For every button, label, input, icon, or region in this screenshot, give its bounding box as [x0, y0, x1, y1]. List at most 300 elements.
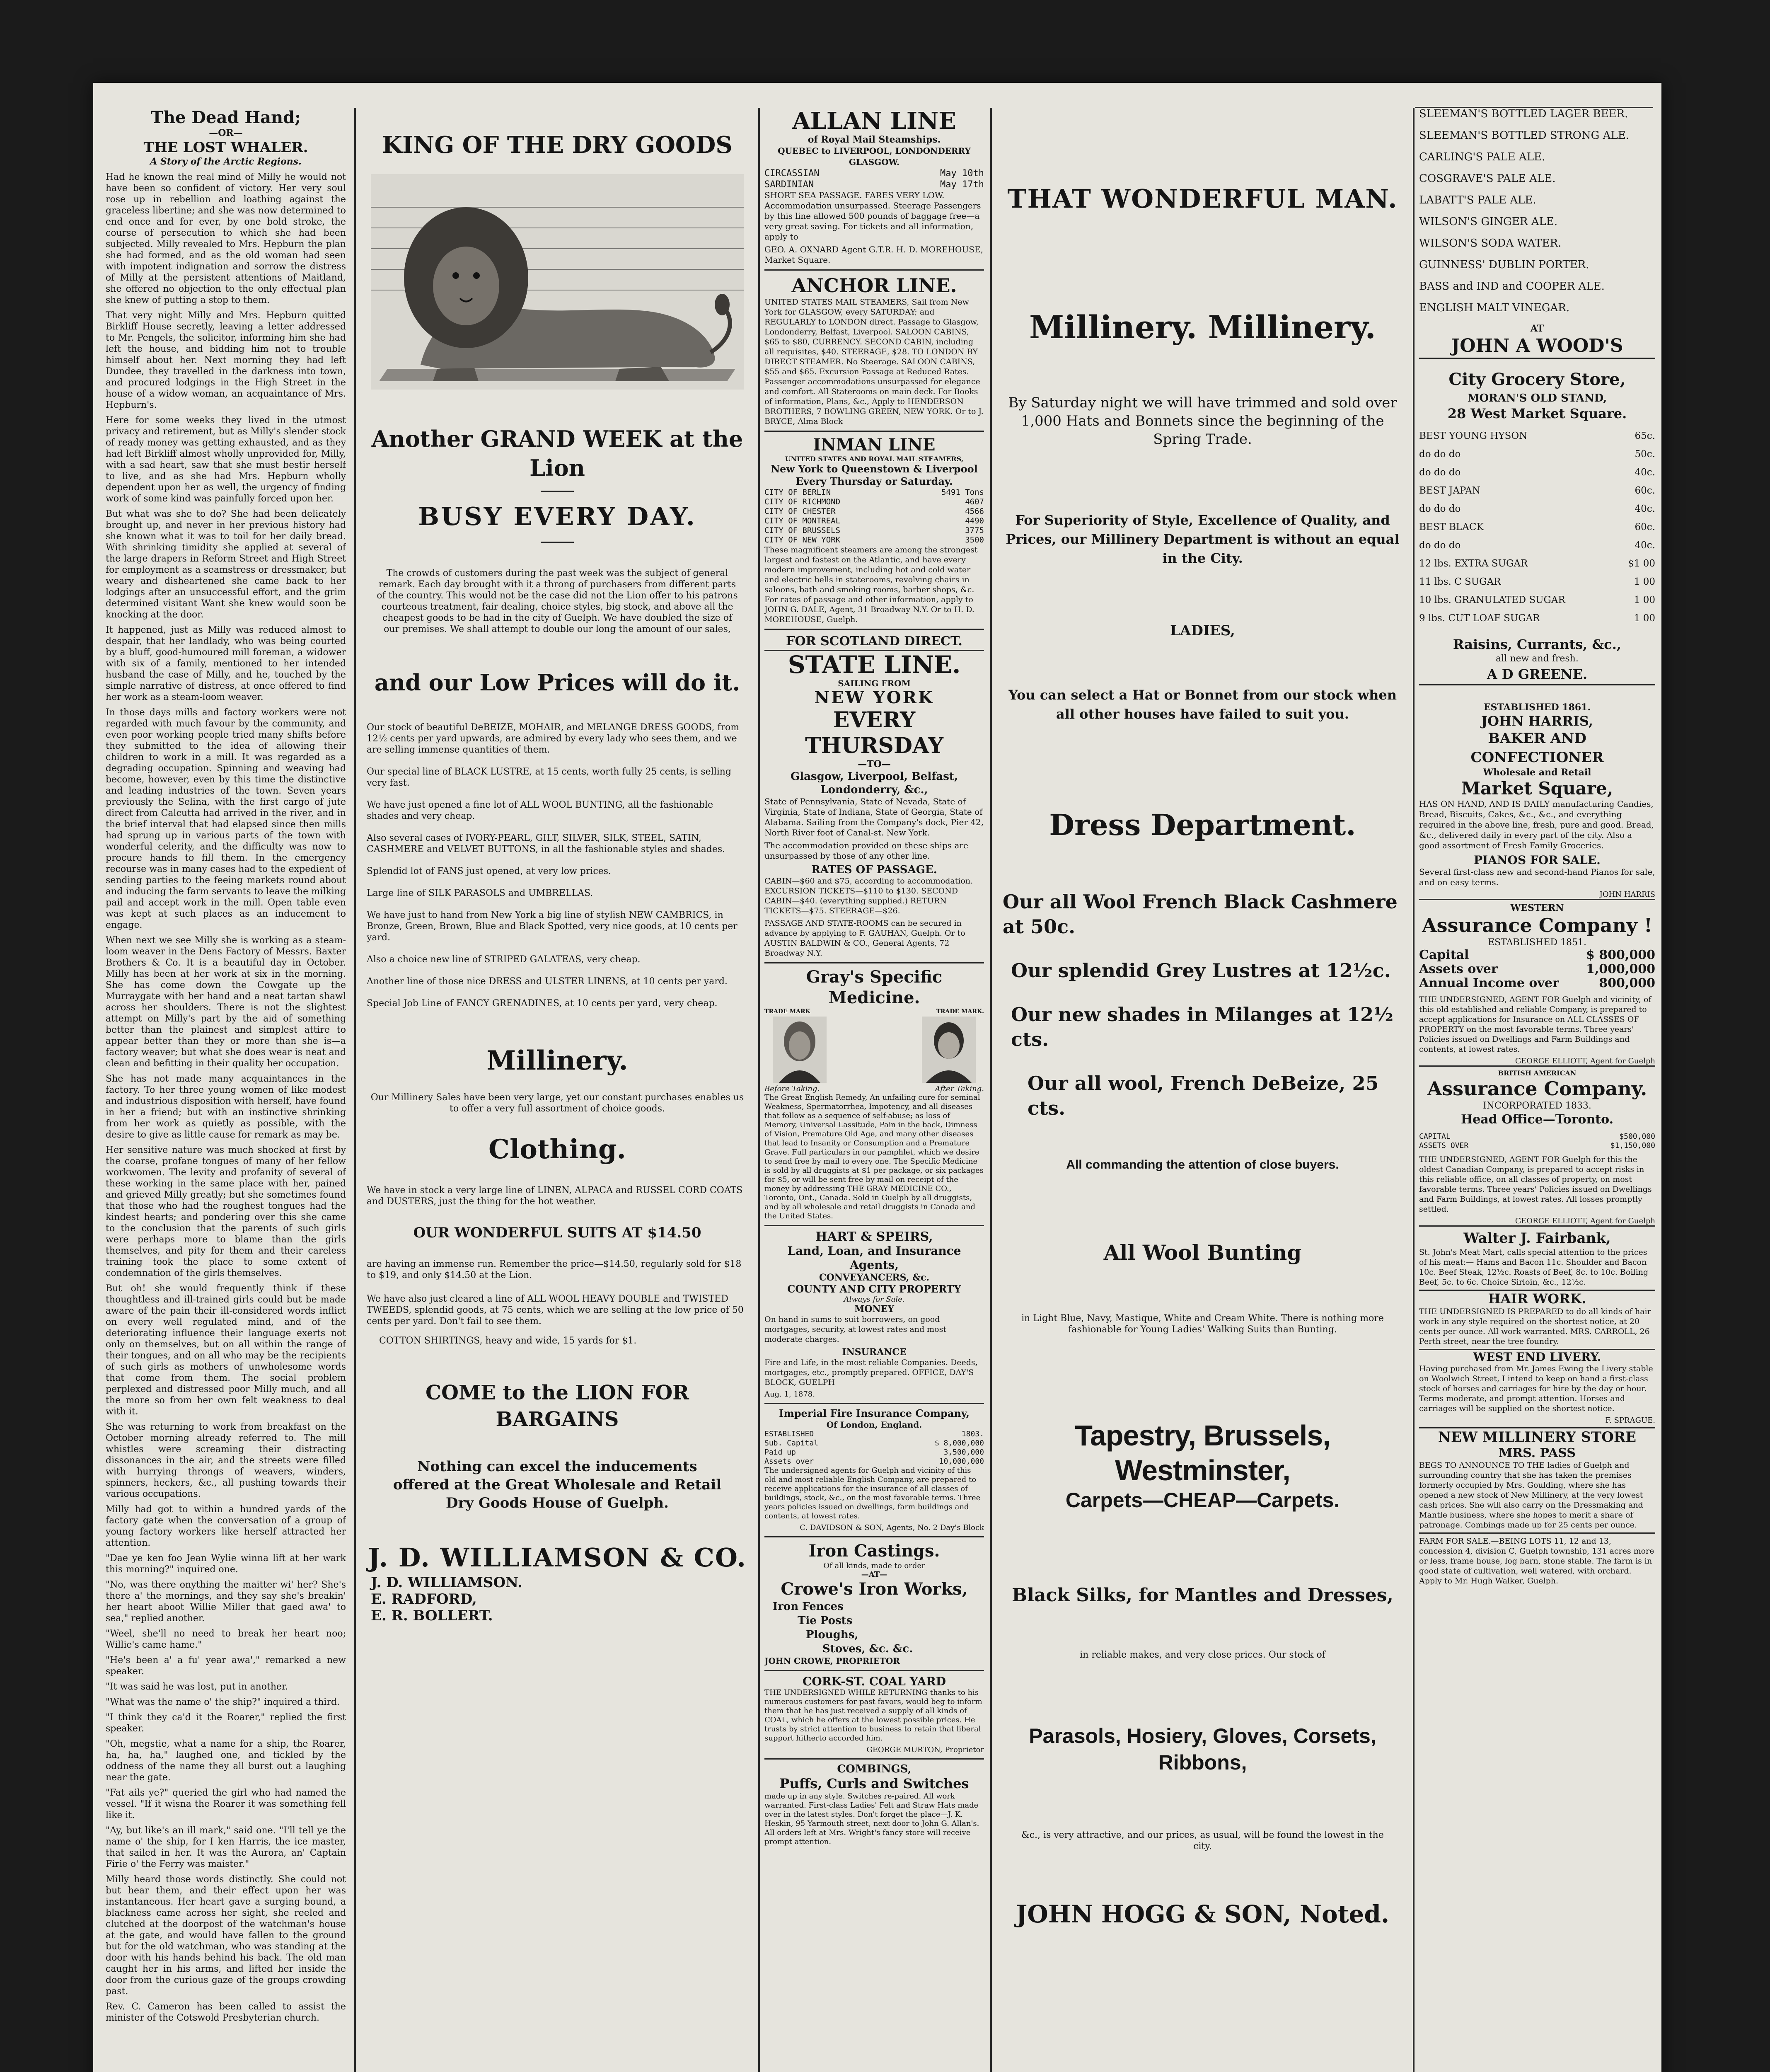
figure-value: 1,000,000: [1586, 962, 1655, 976]
wood-name: JOHN A WOOD'S: [1419, 334, 1655, 359]
western-body: THE UNDERSIGNED, AGENT FOR Guelph and vicinity, of this old established and reliable Company, is prepared to accept applications for Insurance on ALL CLASSES OF PROPERTY on the most favorable terms. Three years' Policies issued on Dwellings and Farm Buildings and contents, at lowest rates.: [1419, 995, 1652, 1054]
state-every-thursday: EVERY THURSDAY: [805, 707, 943, 758]
hart-insurance-body: Fire and Life, in the most reliable Companies. Deeds, mortgages, etc., promptly prepared. OFFICE, DAY'S BLOCK, GUELPH: [764, 1358, 978, 1387]
trade-mark-label: TRADE MARK: [764, 1008, 810, 1015]
story-paragraph: She has not made many acquaintances in the factory. To her three young women of like modest and industrious disposition with herself, have found in her a friend; but with an instinctive shrinking from her work as quietly as possible, with the desire to give as little cause for remark as may be.: [106, 1074, 346, 1140]
state-line-title: STATE LINE.: [764, 650, 984, 678]
dry-goods-item: Another line of those nice DRESS and ULSTER LINENS, at 10 cents per yard.: [367, 976, 728, 987]
ship-row: [764, 526, 984, 535]
price-row: [1419, 573, 1655, 591]
price-item: BEST BLACK: [1419, 522, 1484, 533]
iron-title: Iron Castings.: [808, 1541, 940, 1561]
imperial-agent: C. DAVIDSON & SON, Agents, No. 2 Day's Block: [800, 1523, 984, 1532]
silks-heading: Black Silks, for Mantles and Dresses,: [1012, 1585, 1393, 1606]
price-value: $1 00: [1628, 558, 1655, 569]
crowe-title: Crowe's Iron Works,: [781, 1579, 968, 1599]
coal-title: CORK-ST. COAL YARD: [802, 1675, 946, 1688]
figure-value: 1803.: [961, 1430, 984, 1438]
story-paragraph: "No, was there onything the maitter wi' her? She's there a' the mornings, and they say she's breakin' her heart aboot Willie Miller that gaed awa' to sea," replied another.: [106, 1580, 346, 1624]
hogg-ad-column: [999, 108, 1407, 2072]
suits-heading: OUR WONDERFUL SUITS AT $14.50: [413, 1225, 701, 1241]
carpets-heading: Carpets—CHEAP—Carpets.: [1065, 1489, 1340, 1512]
partners: [371, 1574, 752, 1624]
elliott-signature-2: GEORGE ELLIOTT, Agent for Guelph: [1419, 1217, 1655, 1227]
lion-icon: [371, 174, 744, 390]
livery-title: WEST END LIVERY.: [1419, 1349, 1655, 1364]
price-value: 40c.: [1635, 503, 1655, 514]
market-square: 28 West Market Square.: [1447, 406, 1627, 421]
harris-name: JOHN HARRIS,: [1481, 713, 1593, 729]
story-subtitle: THE LOST WHALER.: [143, 139, 308, 156]
suits-text: are having an immense run. Remember the price—$14.50, regularly sold for $18 to $19, and only $14.50 at the Lion.: [367, 1259, 742, 1280]
dry-goods-item: Splendid lot of FANS just opened, at very low prices.: [367, 866, 612, 876]
price-item: 12 lbs. EXTRA SUGAR: [1419, 558, 1528, 569]
divider: [541, 542, 574, 543]
story-paragraph: In those days mills and factory workers were not regarded with much favour by the community, and even poor working people tried many shifts before they submitted to the idea of allowing their children to work in a mill. It was regarded as a degrading occupation. Spinning and weaving had become, however, even by this time the distinctive and leading industries of the town. Seven years previously the Selina, with the first cargo of jute direct from Calcutta had arrived in the river, and in the brief interval that had elapsed since then mills had sprung up in various parts of the town with wonderful celerity, and the difficulty was now to procure hands to fill them. In the emergency recourse was in many cases had to the expedient of sending parties to the feeing markets round about and inducing the farm servants to leave the milking pail and accept work in the mill. Open table even was kept at such places as an inducement to engage.: [106, 707, 346, 930]
hart-insurance: INSURANCE: [842, 1347, 907, 1358]
ship-tons: 4490: [965, 516, 984, 525]
crowe-item: Stoves, &c. &c.: [822, 1643, 913, 1655]
millinery-text: Our Millinery Sales have been very large, yet our constant purchases enables us to offer a very full assortment of choice goods.: [370, 1092, 744, 1114]
price-value: 60c.: [1635, 522, 1655, 533]
figure-value: $500,000: [1619, 1132, 1655, 1141]
story-paragraph: Here for some weeks they lived in the utmost privacy and retirement, but as Milly's slender stock of ready money was getting exhausted, and as they had left Birkliff almost wholly unprovided for, Milly, with a sad heart, saw that she must bestir herself to live, and as she had Mrs. Hepburn wholly dependent upon her as well, the urgency of finding work of some kind was painfully forced upon her.: [106, 415, 346, 504]
mrs-pass: MRS. PASS: [1499, 1446, 1576, 1460]
price-item: do do do: [1419, 503, 1461, 514]
imperial-figures: [764, 1430, 984, 1466]
imperial-sub: Of London, England.: [826, 1420, 922, 1430]
scotland-direct: FOR SCOTLAND DIRECT.: [786, 634, 962, 649]
hogg-signature: JOHN HOGG & SON, Noted.: [1016, 1900, 1390, 1928]
figure-label: Annual Income over: [1419, 976, 1559, 990]
story-paragraph: "It was said he was lost, put in another.: [106, 1682, 288, 1692]
ale-item: GUINNESS' DUBLIN PORTER.: [1419, 259, 1589, 271]
after-portrait-icon: [922, 1017, 976, 1083]
combings-body: made up in any style. Switches re-paired. All work warranted. First-class Ladies' Felt and Straw Hats made over in the latest styles. Don't forget the place—J. K. Heskin, 95 Yarmouth street, next door to John G. Allan's. All orders left at Mrs. Wright's fancy store will receive prompt attention.: [764, 1792, 979, 1846]
allan-ships: [764, 168, 984, 190]
firm-name: J. D. WILLIAMSON & CO.: [368, 1542, 747, 1573]
ship-row: [764, 535, 984, 545]
harris-wholesale: Wholesale and Retail: [1483, 767, 1591, 778]
price-value: 65c.: [1635, 431, 1655, 441]
grocery-title: City Grocery Store,: [1448, 370, 1626, 389]
ale-item: LABATT'S PALE ALE.: [1419, 194, 1536, 206]
price-row: [1419, 500, 1655, 518]
inman-line-ad: [764, 431, 984, 625]
british-inc: INCORPORATED 1833.: [1483, 1101, 1591, 1111]
figure-row: [764, 1439, 984, 1448]
price-item: do do do: [1419, 449, 1461, 460]
price-item: BEST JAPAN: [1419, 485, 1481, 496]
grays-portraits: [764, 1015, 984, 1084]
ales-list: [1419, 108, 1655, 314]
ship-row: [764, 497, 984, 507]
coal-yard-ad: [764, 1670, 984, 1754]
inman-title: INMAN LINE: [813, 435, 936, 455]
pianos-body: Several first-class new and second-hand Pianos for sale, and on easy terms.: [1419, 867, 1655, 887]
price-item: BEST YOUNG HYSON: [1419, 431, 1528, 441]
column-rule-4: [1413, 108, 1415, 2072]
ship-tons: 3500: [965, 535, 984, 545]
after-caption: After Taking.: [935, 1084, 984, 1093]
inman-ships: [764, 488, 984, 545]
story-paragraph: "Dae ye ken foo Jean Wylie winna lift at her wark this morning?" inquired one.: [106, 1553, 346, 1575]
commanding-text: All commanding the attention of close buyers.: [1066, 1158, 1339, 1172]
cotton-text: COTTON SHIRTINGS, heavy and wide, 15 yards for $1.: [379, 1336, 637, 1346]
moran-stand: MORAN'S OLD STAND,: [1467, 392, 1607, 404]
dry-goods-list: [363, 722, 752, 1009]
ship-row: [764, 168, 984, 179]
imperial-ad: [764, 1403, 984, 1532]
price-row: [1419, 554, 1655, 573]
hair-work-title: HAIR WORK.: [1419, 1290, 1655, 1307]
rates-body: CABIN—$60 and $75, according to accommodation. EXCURSION TICKETS—$110 to $130. SECOND CABIN—$40. (everything supplied.) RETURN TICKETS—$75. STEERAGE—$26.: [764, 876, 973, 915]
ship-row: [764, 507, 984, 516]
price-value: 50c.: [1635, 449, 1655, 460]
grays-title: Gray's Specific Medicine.: [806, 967, 943, 1007]
low-prices: and our Low Prices will do it.: [374, 669, 740, 696]
inman-route: New York to Queenstown & Liverpool Every Thursday or Saturday.: [771, 463, 978, 487]
price-row: [1419, 536, 1655, 554]
harris-signature: JOHN HARRIS: [1419, 890, 1655, 900]
nothing-text: Nothing can excel the inducements offered at the Great Wholesale and Retail Dry Goods House of Guelph.: [393, 1458, 722, 1511]
hart-title: HART & SPEIRS,: [815, 1230, 933, 1244]
crowe-item: Tie Posts: [798, 1615, 853, 1627]
dry-goods-item: Special Job Line of FANCY GRENADINES, at 10 cents per yard, very cheap.: [367, 998, 718, 1009]
crowe-item: Iron Fences: [773, 1600, 844, 1613]
harris-established: ESTABLISHED 1861.: [1483, 702, 1591, 713]
allan-line-title: ALLAN LINE: [792, 108, 956, 135]
state-ships: State of Pennsylvania, State of Nevada, State of Virginia, State of Indiana, State of Georgia, State of Alabama. Sailing from the Company's dock, Pier 42, North River foot of Canal-st. New York.: [764, 796, 984, 838]
clothing-text: We have in stock a very large line of LINEN, ALPACA and RUSSEL CORD COATS and DUSTERS, just the thing for the hot weather.: [367, 1185, 743, 1207]
story-paragraph: That very night Milly and Mrs. Hepburn quitted Birkliff House secretly, leaving a letter addressed to Mr. Pengels, the solicitor, informing him she had left the house, and bidding him not to trouble himself about her. Next morning they had left Dundee, they travelled in the darkness into town, and procured lodgings in the High Street in the house of a widow woman, an acquaintance of Mrs. Hepburn's.: [106, 310, 346, 410]
hart-body: On hand in sums to suit borrowers, on good mortgages, security, at lowest rates and most moderate charges.: [764, 1315, 946, 1344]
dress-department: Dress Department.: [1049, 808, 1356, 842]
combings-sub: Puffs, Curls and Switches: [779, 1776, 969, 1791]
dress-line: Our new shades in Milanges at 12½ cts.: [1011, 1003, 1394, 1051]
silks-text: in reliable makes, and very close prices. Our stock of: [1080, 1650, 1325, 1660]
staterooms-text: PASSAGE AND STATE-ROOMS can be secured in advance by applying to F. GAUHAN, Guelph. Or to AUSTIN BALDWIN & CO., General Agents, 72 Broadway N.Y.: [764, 919, 965, 958]
price-row: [1419, 609, 1655, 627]
iron-at: —AT—: [861, 1570, 887, 1579]
before-portrait-icon: [773, 1017, 827, 1083]
grays-body: The Great English Remedy, An unfailing cure for seminal Weakness, Spermatorrhea, Impotency, and all diseases that follow as a sequence of self-abuse; as loss of Memory, Universal Lassitude, Pain in the back, Dimness of Vision, Premature Old Age, and many other diseases that lead to Insanity or Consumption and a Premature Grave. Full particulars in our pamphlet, which we desire to send free by mail to every one. The Specific Medicine is sold by all druggists at $1 per package, or six packages for $5, or will be sent free by mail on receipt of the money by addressing THE GRAY MEDICINE CO., Toronto, Ont., Canada. Sold in Guelph by all druggists, and by all wholesale and retail druggists in Canada and the United States.: [764, 1093, 984, 1220]
figure-label: Capital: [1419, 948, 1469, 962]
millinery-heading: Millinery. Millinery.: [1029, 309, 1376, 346]
story-paragraph: "What was the name o' the ship?" inquired a third.: [106, 1697, 340, 1707]
bunting-text: in Light Blue, Navy, Mastique, White and Cream White. There is nothing more fashionable for Young Ladies' Walking Suits than Bunting.: [1021, 1313, 1384, 1335]
story-paragraph: "Weel, she'll no need to break her heart noo; Willie's came hame.": [106, 1629, 346, 1650]
state-destinations: Glasgow, Liverpool, Belfast, Londonderry, &c.,: [791, 770, 958, 796]
column-rule-2: [758, 108, 760, 2072]
story-paragraph: Milly had got to within a hundred yards of the factory gate when the conversation of a group of young factory workers like herself attracted her attention.: [106, 1504, 346, 1548]
western-figures: [1419, 948, 1655, 990]
elliott-signature: GEORGE ELLIOTT, Agent for Guelph: [1419, 1057, 1655, 1067]
crowe-items: [764, 1600, 984, 1656]
story-title: The Dead Hand;: [151, 108, 301, 127]
story-column: [106, 108, 346, 2072]
divider: [541, 491, 574, 492]
hart-money: MONEY: [854, 1304, 895, 1314]
crowe-proprietor: JOHN CROWE, PROPRIETOR: [764, 1656, 900, 1666]
price-value: 40c.: [1635, 540, 1655, 551]
ship-name: CITY OF CHESTER: [764, 507, 836, 516]
ship-name: CITY OF RICHMOND: [764, 497, 841, 506]
figure-label: Assets over: [1419, 962, 1498, 976]
anchor-line-ad: [764, 269, 984, 426]
grays-marks: [764, 1008, 984, 1015]
story-paragraph: When next we see Milly she is working as a steam-loom weaver in the Dens Factory of Messrs. Baxter Brothers & Co. It is a beautiful day in October. Milly has been at her work at six in the morning. She has come down the Cowgate up the Murraygate with her hand and a neat tartan shawl across her shoulders. There is not the slightest attempt on Milly's part by the aid of something better than the plainest and simplest attire to appear better than they or more than she is—a factory weaver; but what she does wear is neat and clean and befitting in their quality her occupation.: [106, 935, 346, 1069]
ship-row: [764, 488, 984, 497]
harris-market: Market Square,: [1461, 778, 1613, 799]
tea-prices: [1419, 427, 1655, 627]
story-paragraph: Had he known the real mind of Milly he would not have been so confident of victory. Her very soul rose up in rebellion and loathing against the graceless libertine; and she was now determined to end once and for ever, by one bold stroke, the course of persecution to which she had been subjected. Milly revealed to Mrs. Hepburn the plan she had formed, and as the old woman had seen with impotent indignation and sorrow the distress of Milly at the persistent attentions of Maitland, she offered no objection to the only effectual plan she knew of putting a stop to them.: [106, 172, 346, 305]
column-rule-3: [990, 108, 992, 2072]
harris-body: HAS ON HAND, AND IS DAILY manufacturing Candies, Bread, Biscuits, Cakes, &c., &c., and everything required in the above line, fresh, pure and good. Bread, &c., delivered daily in every part of the city. Also a good assortment of Fresh Family Groceries.: [1419, 799, 1654, 850]
farm-for-sale: FARM FOR SALE.—BEING LOTS 11, 12 and 13, concession 4, division C, Guelph township, 131 acres more or less, frame house, log barn, stone stable. The farm is in good state of cultivation, well watered, with orchard. Apply to Mr. Hugh Walker, Guelph.: [1419, 1532, 1655, 1586]
story-tagline: A Story of the Arctic Regions.: [150, 156, 302, 167]
clothing-heading: Clothing.: [488, 1134, 626, 1165]
ship-date: May 17th: [940, 179, 984, 190]
story-paragraph: Her sensitive nature was much shocked at first by the coarse, profane tongues of many of her fellow workwomen. The levity and profanity of several of these working in the same place with her, pained and grieved Milly greatly; but she sometimes found that those who had the roughest tongues had the kindest hearts; and pondering over this she came to the conclusion that the parents of such girls were perhaps more to blame than the girls themselves, and pity for them and their careless training took the place to some extent of condemnation of the girls themselves.: [106, 1145, 346, 1278]
figure-row: [1419, 948, 1655, 962]
allan-agents: GEO. A. OXNARD Agent G.T.R. H. D. MOREHOUSE, Market Square.: [764, 244, 983, 265]
shipping-column: [764, 108, 984, 2072]
story-paragraph: "Ay, but like's an ill mark," said one. "I'll tell ye the name o' the ship, for I ken Harris, the ice master, that sailed in her. It was the Aurora, an' Captain Firie o' the Ferry was maister.": [106, 1825, 346, 1869]
dry-goods-item: We have just opened a fine lot of ALL WOOL BUNTING, all the fashionable shades and very cheap.: [367, 800, 713, 821]
before-caption: Before Taking.: [764, 1084, 820, 1093]
price-row: [1419, 482, 1655, 500]
ship-row: [764, 179, 984, 190]
western-est: ESTABLISHED 1851.: [1488, 937, 1586, 948]
bargains-heading: COME to the LION FOR BARGAINS: [425, 1381, 689, 1431]
tweeds-text: We have also just cleared a line of ALL WOOL HEAVY DOUBLE and TWISTED TWEEDS, splendid goods, at 75 cents, which we are selling at the low price of 50 cents per yard. Don't fail to see them.: [367, 1294, 744, 1326]
figure-label: Sub. Capital: [764, 1439, 819, 1447]
crowe-item: Ploughs,: [806, 1629, 858, 1641]
iron-castings-ad: [764, 1536, 984, 1666]
price-row: [1419, 591, 1655, 609]
allan-line-route: QUEBEC to LIVERPOOL, LONDONDERRY GLASGOW.: [778, 146, 971, 167]
ship-name: SARDINIAN: [764, 179, 814, 190]
figure-value: $1,150,000: [1610, 1141, 1655, 1150]
hart-speirs-ad: [764, 1225, 984, 1399]
lion-headline: KING OF THE DRY GOODS: [382, 131, 733, 159]
ale-item: SLEEMAN'S BOTTLED LAGER BEER.: [1419, 108, 1628, 120]
figure-label: Assets over: [764, 1457, 814, 1466]
ship-tons: 5491 Tons: [941, 488, 984, 497]
hart-sub: Land, Loan, and Insurance Agents,: [787, 1244, 961, 1272]
fairbank-body: St. John's Meat Mart, calls special attention to the prices of his meat:— Hams and Bacon 11c. Shoulder and Bacon 10c. Beef Steak, 12½c. Roasts of Beef, 8c. to 10c. Boiling Beef, 5c. to 6c. Choice Sirloin, &c., 12½c.: [1419, 1248, 1649, 1287]
hair-work-body: THE UNDERSIGNED IS PREPARED to do all kinds of hair work in any style required on the shortest notice, at 20 cents per ounce. All work warranted. MRS. CARROLL, 26 Perth street, near the tree foundry.: [1419, 1307, 1651, 1346]
ship-tons: 4607: [965, 497, 984, 506]
ale-item: BASS and IND and COOPER ALE.: [1419, 280, 1605, 293]
british-figures: [1419, 1132, 1655, 1150]
trade-mark-label: TRADE MARK.: [936, 1008, 984, 1015]
state-sailing: SAILING FROM: [838, 678, 911, 688]
figure-label: ASSETS OVER: [1419, 1141, 1469, 1150]
dry-goods-item: We have just to hand from New York a big line of stylish NEW CAMBRICS, in Bronze, Green, Brown, Blue and Black Spotted, very nice goods, at 10 cents per yard.: [367, 910, 738, 943]
ship-tons: 4566: [965, 507, 984, 516]
dress-line: Our all Wool French Black Cashmere at 50c.: [1003, 891, 1398, 938]
ship-name: CITY OF BRUSSELS: [764, 526, 841, 535]
figure-row: [764, 1448, 984, 1457]
ale-item: CARLING'S PALE ALE.: [1419, 151, 1545, 163]
figure-label: CAPITAL: [1419, 1132, 1451, 1141]
figure-label: ESTABLISHED: [764, 1430, 814, 1438]
tapestry-heading: Tapestry, Brussels, Westminster,: [1075, 1419, 1330, 1486]
rates-title: RATES OF PASSAGE.: [811, 864, 937, 876]
ship-tons: 3775: [965, 526, 984, 535]
figure-value: 10,000,000: [939, 1457, 984, 1466]
fairbank-title: Walter J. Fairbank,: [1463, 1230, 1611, 1247]
price-item: 11 lbs. C SUGAR: [1419, 576, 1501, 587]
state-to: —TO—: [858, 759, 891, 770]
iron-sub: Of all kinds, made to order: [823, 1561, 925, 1570]
story-paragraph: Rev. C. Cameron has been called to assist the minister of the Cotswold Presbyterian church.: [106, 2002, 346, 2023]
figure-row: [1419, 1132, 1655, 1141]
livery-body: Having purchased from Mr. James Ewing the Livery stable on Woolwich Street, I intend to keep on hand a first-class stock of horses and carriages for hire by the day or hour. Terms moderate, and prompt attention. Horses and carriages will be supplied on the shortest notice.: [1419, 1364, 1653, 1413]
story-paragraph: "I think they ca'd it the Roarer," replied the first speaker.: [106, 1712, 346, 1734]
grand-week: Another GRAND WEEK at the Lion: [371, 426, 743, 481]
figure-row: [764, 1430, 984, 1439]
price-row: [1419, 463, 1655, 482]
price-row: [1419, 427, 1655, 445]
figure-value: $ 800,000: [1586, 948, 1655, 962]
imperial-body: The undersigned agents for Guelph and vicinity of this old and most reliable English Company, are prepared to receive applications for the insurance of all classes of buildings, stock, &c., on the most favorable terms. Three years policies issued on dwellings, farm buildings and contents, at lowest rates.: [764, 1466, 981, 1520]
ladies-heading: LADIES,: [1170, 622, 1235, 639]
story-paragraph: But what was she to do? She had been delicately brought up, and never in her previous history had she known what it was to toil for her daily bread. With shrinking timidity she applied at several of the large drapers in Reform Street and High Street for employment as a seamstress or dressmaker, but weary and disheartened she came back to her lodgings after an unsuccessful effort, and the grim determined visitant Want she knew would soon be knocking at the door.: [106, 509, 346, 620]
partner-name: E. R. BOLLERT.: [371, 1607, 493, 1624]
dress-line: Our all wool, French DeBeize, 25 cts.: [1028, 1072, 1379, 1119]
ale-item: WILSON'S SODA WATER.: [1419, 237, 1562, 249]
anchor-body: UNITED STATES MAIL STEAMERS, Sail from New York for GLASGOW, every SATURDAY; and REGULARLY to LONDON direct. Passage to Glasgow, Londonderry, Belfast, Liverpool. SALOON CABINS, $65 to $80, CURRENCY. SECOND CABIN, including all requisites, $40. STEERAGE, $28. TO LONDON BY DIRECT STEAMER. No Steerage. SALOON CABINS, $55 and $65. Excursion Passage at Reduced Rates. Passenger accommodations unsurpassed for elegance and comfort. All Staterooms on main deck. For Books of information, Plans, &c., Apply to HENDERSON BROTHERS, 7 BOWLING GREEN, NEW YORK. Or to J. BRYCE, Alma Block: [764, 298, 984, 426]
figure-label: Paid up: [764, 1448, 796, 1457]
price-item: do do do: [1419, 467, 1461, 478]
state-new-york: NEW YORK: [814, 688, 934, 707]
state-body: The accommodation provided on these ships are unsurpassed by those of any other line.: [764, 840, 968, 861]
figure-row: [764, 1457, 984, 1466]
price-value: 1 00: [1634, 613, 1655, 624]
sprague-signature: F. SPRAGUE.: [1605, 1416, 1655, 1425]
hart-date: Aug. 1, 1878.: [764, 1390, 815, 1399]
imperial-title: Imperial Fire Insurance Company,: [779, 1407, 970, 1419]
lion-illustration: [371, 174, 744, 391]
column-rule-1: [354, 108, 356, 2072]
local-ads-column: [1419, 108, 1655, 2072]
pianos-heading: PIANOS FOR SALE.: [1474, 853, 1601, 867]
figure-row: [1419, 976, 1655, 990]
raisins-heading: Raisins, Currants, &c.,: [1453, 637, 1622, 652]
inman-sub: UNITED STATES AND ROYAL MAIL STEAMERS,: [785, 455, 964, 463]
ship-name: CITY OF NEW YORK: [764, 535, 841, 545]
price-item: 10 lbs. GRANULATED SUGAR: [1419, 595, 1565, 605]
allan-body: SHORT SEA PASSAGE. FARES VERY LOW. Accommodation unsurpassed. Steerage Passengers by this line allowed 500 pounds of baggage free—a very great saving. For tickets and all information, apply to: [764, 190, 981, 242]
pass-body: BEGS TO ANNOUNCE TO THE ladies of Guelph and surrounding country that she has taken the premises formerly occupied by Mrs. Goulding, where she has opened a new stock of New Millinery, at the very lowest cash prices. She will also carry on the Dressmaking and Mantle business, where she hopes to merit a share of patronage. Combings made up for 25 cents per ounce.: [1419, 1461, 1643, 1530]
price-row: [1419, 518, 1655, 536]
hart-conv: CONVEYANCERS, &c.: [819, 1272, 929, 1283]
ship-name: CIRCASSIAN: [764, 168, 820, 179]
hart-property: COUNTY AND CITY PROPERTY: [787, 1283, 961, 1295]
story-body: [106, 172, 346, 2024]
dry-goods-item: Our stock of beautiful DeBEIZE, MOHAIR, and MELANGE DRESS GOODS, from 12½ cents per yard upwards, are admired by every lady who sees them, and we are selling immense quantities of them.: [367, 722, 740, 755]
dry-goods-item: Also a choice new line of STRIPED GALATEAS, very cheap.: [367, 954, 641, 965]
dress-line: Our splendid Grey Lustres at 12½c.: [1011, 959, 1391, 982]
bunting-heading: All Wool Bunting: [1103, 1240, 1302, 1265]
figure-row: [1419, 962, 1655, 976]
ale-item: SLEEMAN'S BOTTLED STRONG ALE.: [1419, 129, 1629, 142]
story-or: —OR—: [209, 128, 243, 138]
british-head: Head Office—Toronto.: [1460, 1112, 1614, 1127]
millinery-heading: Millinery.: [486, 1045, 628, 1076]
figure-row: [1419, 1141, 1655, 1150]
price-value: 60c.: [1635, 485, 1655, 496]
price-value: 1 00: [1634, 576, 1655, 587]
saturday-text: By Saturday night we will have trimmed and sold over 1,000 Hats and Bonnets since the beginning of the Spring Trade.: [1008, 395, 1397, 448]
ship-row: [764, 516, 984, 526]
british-title: Assurance Company.: [1427, 1077, 1647, 1100]
partner-name: E. RADFORD,: [371, 1591, 477, 1607]
select-text: You can select a Hat or Bonnet from our stock when all other houses have failed to suit you.: [1008, 687, 1397, 722]
inman-body: These magnificent steamers are among the strongest largest and fastest on the Atlantic, and have every modern improvement, including hot and cold water and electric bells in staterooms, revolving chairs in saloons, bath and smoking rooms, barber shops, &c. For rates of passage and other information, apply to JOHN G. DALE, Agent, 31 Broadway N.Y. Or to H. D. MOREHOUSE, Guelph.: [764, 545, 978, 624]
ale-item: ENGLISH MALT VINEGAR.: [1419, 302, 1570, 314]
anchor-line-title: ANCHOR LINE.: [791, 274, 957, 297]
greene-sig: A D GREENE.: [1419, 664, 1655, 685]
grays-medicine-ad: [764, 962, 984, 1221]
ale-item: WILSON'S GINGER ALE.: [1419, 215, 1558, 228]
newspaper-page: [93, 83, 1661, 2072]
dry-goods-item: Large line of SILK PARASOLS and UMBRELLAS.: [367, 888, 593, 898]
new-millinery-title: NEW MILLINERY STORE: [1419, 1427, 1655, 1446]
baker-title: BAKER AND CONFECTIONER: [1470, 730, 1604, 766]
dry-goods-item: Our special line of BLACK LUSTRE, at 15 cents, worth fully 25 cents, is selling very fast.: [367, 767, 732, 788]
figure-value: 800,000: [1599, 976, 1655, 990]
price-item: 9 lbs. CUT LOAF SUGAR: [1419, 613, 1540, 624]
grays-captions: [764, 1084, 984, 1093]
ship-date: May 10th: [940, 168, 984, 179]
story-paragraph: But oh! she would frequently think if these thoughtless and ill-trained girls could but be made aware of the pain their ill-considered words inflict on every well regulated mind, and of the deteriorating influence their language exerts not only on themselves, but on all within the range of their tongues, and on all who may be the recipients of such girls as mothers of unwholesome words that come from them. The social problem perplexed and distressed poor Milly much, and all the more so from her own felt weakness to deal with it.: [106, 1283, 346, 1417]
price-value: 40c.: [1635, 467, 1655, 478]
western-title: Assurance Company !: [1422, 914, 1653, 937]
combings-title: COMBINGS,: [837, 1763, 912, 1775]
lion-ad-column: [363, 108, 752, 2072]
dress-lines: [1003, 889, 1402, 1121]
story-paragraph: She was returning to work from breakfast on the October morning already referred to. The mill whistles were screaming their distracting dissonances in the air, and the streets were filled with hurrying throngs of weavers, winders, spinners, heckers, &c., all pushing towards their various occupations.: [106, 1422, 346, 1499]
parasols-heading: Parasols, Hosiery, Gloves, Corsets, Ribbons,: [1029, 1724, 1376, 1774]
busy-every-day: BUSY EVERY DAY.: [418, 502, 696, 531]
at-label: AT: [1530, 323, 1544, 334]
british-american-label: BRITISH AMERICAN: [1498, 1069, 1577, 1077]
coal-body: THE UNDERSIGNED WHILE RETURNING thanks to his numerous customers for past favors, would beg to inform them that he has just received a supply of all kinds of COAL, which he offers at the lowest possible prices. He trusts by strict attention to business to retain that liberal support hitherto accorded him.: [764, 1688, 982, 1743]
western-label: WESTERN: [1510, 903, 1564, 913]
british-body: THE UNDERSIGNED, AGENT FOR Guelph for this the oldest Canadian Company, is prepared to accept risks in this reliable office, on all classes of property, on most favorable terms. Three years' Policies issued on Dwellings and Farm Buildings, at lowest rates. All losses promptly settled.: [1419, 1155, 1652, 1214]
superiority-text: For Superiority of Style, Excellence of Quality, and Prices, our Millinery Department is without an equal in the City.: [1006, 512, 1400, 566]
allan-line-sub: of Royal Mail Steamships.: [808, 134, 941, 145]
state-line-ad: [764, 629, 984, 958]
crowds-text: The crowds of customers during the past week was the subject of general remark. Each day brought with it a throng of purchasers from different parts of the country. This would not be the case did not the Lion offer to his patrons courteous treatment, fair dealing, choice styles, big stock, and above all the cheapest goods to be had in the city of Guelph. We have doubled the size of our premises. We shall attempt to double our long the amount of our sales,: [377, 568, 738, 634]
figure-value: $ 8,000,000: [934, 1439, 984, 1447]
figure-value: 3,500,000: [943, 1448, 984, 1457]
ship-name: CITY OF MONTREAL: [764, 516, 841, 525]
story-paragraph: "Oh, megstie, what a name for a ship, the Roarer, ha, ha, ha," laughed one, and tickled by the oddness of the name they all burst out a laughing near the gate.: [106, 1739, 346, 1783]
wonderful-man: THAT WONDERFUL MAN.: [1007, 184, 1398, 214]
price-value: 1 00: [1634, 595, 1655, 605]
price-row: [1419, 445, 1655, 463]
partner-name: J. D. WILLIAMSON.: [371, 1574, 522, 1591]
ale-item: COSGRAVE'S PALE ALE.: [1419, 172, 1556, 185]
parasols-text: &c., is very attractive, and our prices, as usual, will be found the lowest in the city.: [1021, 1830, 1384, 1852]
combings-ad: [764, 1758, 984, 1847]
hart-sale: Always for Sale.: [844, 1295, 905, 1304]
